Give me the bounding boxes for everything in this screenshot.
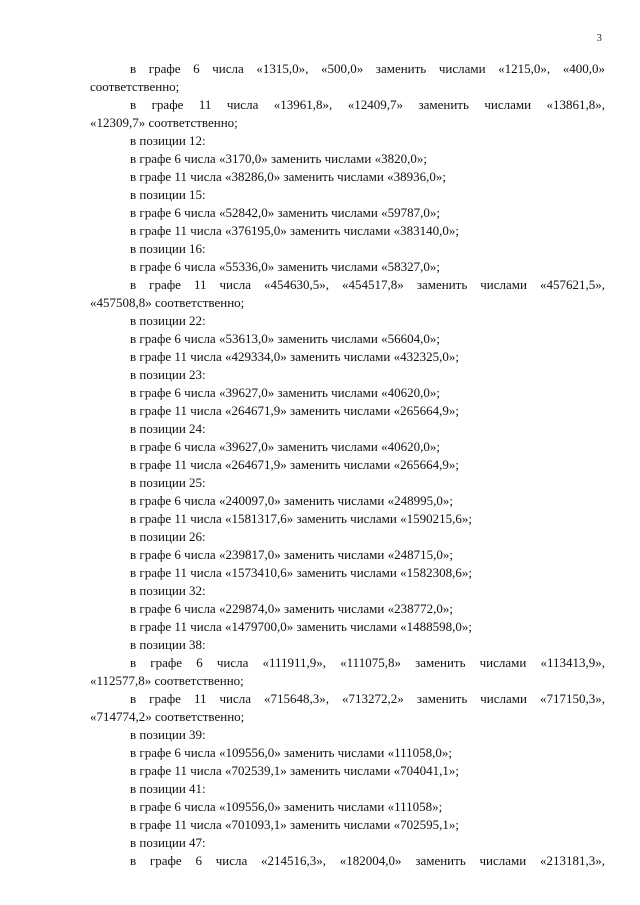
document-line: «112577,8» соответственно; — [90, 673, 244, 688]
document-line: соответственно; — [90, 79, 180, 94]
document-line: в графе 11 числа «715648,3», «713272,2» заменить числами «717150,3», — [130, 691, 605, 706]
document-line: в графе 11 числа «13961,8», «12409,7» заменить числами «13861,8», — [130, 97, 605, 112]
document-line: в графе 6 числа «53613,0» заменить числами «56604,0»; — [130, 331, 440, 346]
document-line: в графе 6 числа «3170,0» заменить числами «3820,0»; — [130, 151, 427, 166]
document-line: в позиции 15: — [130, 187, 206, 202]
document-line: в графе 11 числа «1479700,0» заменить числами «1488598,0»; — [130, 619, 472, 634]
document-line: в графе 11 числа «1581317,6» заменить числами «1590215,6»; — [130, 511, 472, 526]
document-line: в графе 6 числа «214516,3», «182004,0» заменить числами «213181,3», — [130, 853, 605, 868]
document-line: в графе 6 числа «240097,0» заменить числами «248995,0»; — [130, 493, 453, 508]
document-line: в позиции 23: — [130, 367, 206, 382]
page-number: 3 — [596, 32, 602, 44]
document-line: в графе 6 числа «109556,0» заменить числами «111058»; — [130, 799, 443, 814]
document-line: в графе 6 числа «239817,0» заменить числами «248715,0»; — [130, 547, 453, 562]
document-line: в графе 6 числа «111911,9», «111075,8» заменить числами «113413,9», — [130, 655, 605, 670]
document-line: в графе 6 числа «229874,0» заменить числами «238772,0»; — [130, 601, 453, 616]
document-line: в позиции 26: — [130, 529, 206, 544]
document-line: в графе 11 числа «264671,9» заменить числами «265664,9»; — [130, 457, 459, 472]
document-line: в графе 11 числа «1573410,6» заменить числами «1582308,6»; — [130, 565, 472, 580]
document-body — [90, 60, 605, 870]
document-line: «714774,2» соответственно; — [90, 709, 245, 724]
document-line: в графе 6 числа «39627,0» заменить числами «40620,0»; — [130, 439, 440, 454]
document-line: в позиции 39: — [130, 727, 206, 742]
document-line: в графе 6 числа «39627,0» заменить числами «40620,0»; — [130, 385, 440, 400]
document-line: в позиции 32: — [130, 583, 206, 598]
document-line: в графе 11 числа «702539,1» заменить числами «704041,1»; — [130, 763, 459, 778]
document-line: в графе 11 числа «454630,5», «454517,8» заменить числами «457621,5», — [130, 277, 605, 292]
document-line: в позиции 12: — [130, 133, 206, 148]
document-line: в позиции 41: — [130, 781, 206, 796]
document-line: в графе 11 числа «429334,0» заменить числами «432325,0»; — [130, 349, 459, 364]
document-line: в позиции 16: — [130, 241, 206, 256]
document-line: в графе 6 числа «52842,0» заменить числами «59787,0»; — [130, 205, 440, 220]
document-line: в позиции 38: — [130, 637, 206, 652]
document-line: в графе 11 числа «701093,1» заменить числами «702595,1»; — [130, 817, 459, 832]
document-line: в позиции 25: — [130, 475, 206, 490]
document-line: в позиции 47: — [130, 835, 206, 850]
document-line: в графе 6 числа «1315,0», «500,0» заменить числами «1215,0», «400,0» — [130, 61, 605, 76]
document-line: в графе 11 числа «376195,0» заменить числами «383140,0»; — [130, 223, 459, 238]
document-line: в графе 6 числа «109556,0» заменить числами «111058,0»; — [130, 745, 452, 760]
document-line: «12309,7» соответственно; — [90, 115, 238, 130]
document-line: в графе 6 числа «55336,0» заменить числами «58327,0»; — [130, 259, 440, 274]
document-line: в графе 11 числа «38286,0» заменить числами «38936,0»; — [130, 169, 446, 184]
document-line: в позиции 22: — [130, 313, 206, 328]
document-line: в графе 11 числа «264671,9» заменить числами «265664,9»; — [130, 403, 459, 418]
document-line: «457508,8» соответственно; — [90, 295, 245, 310]
document-line: в позиции 24: — [130, 421, 206, 436]
